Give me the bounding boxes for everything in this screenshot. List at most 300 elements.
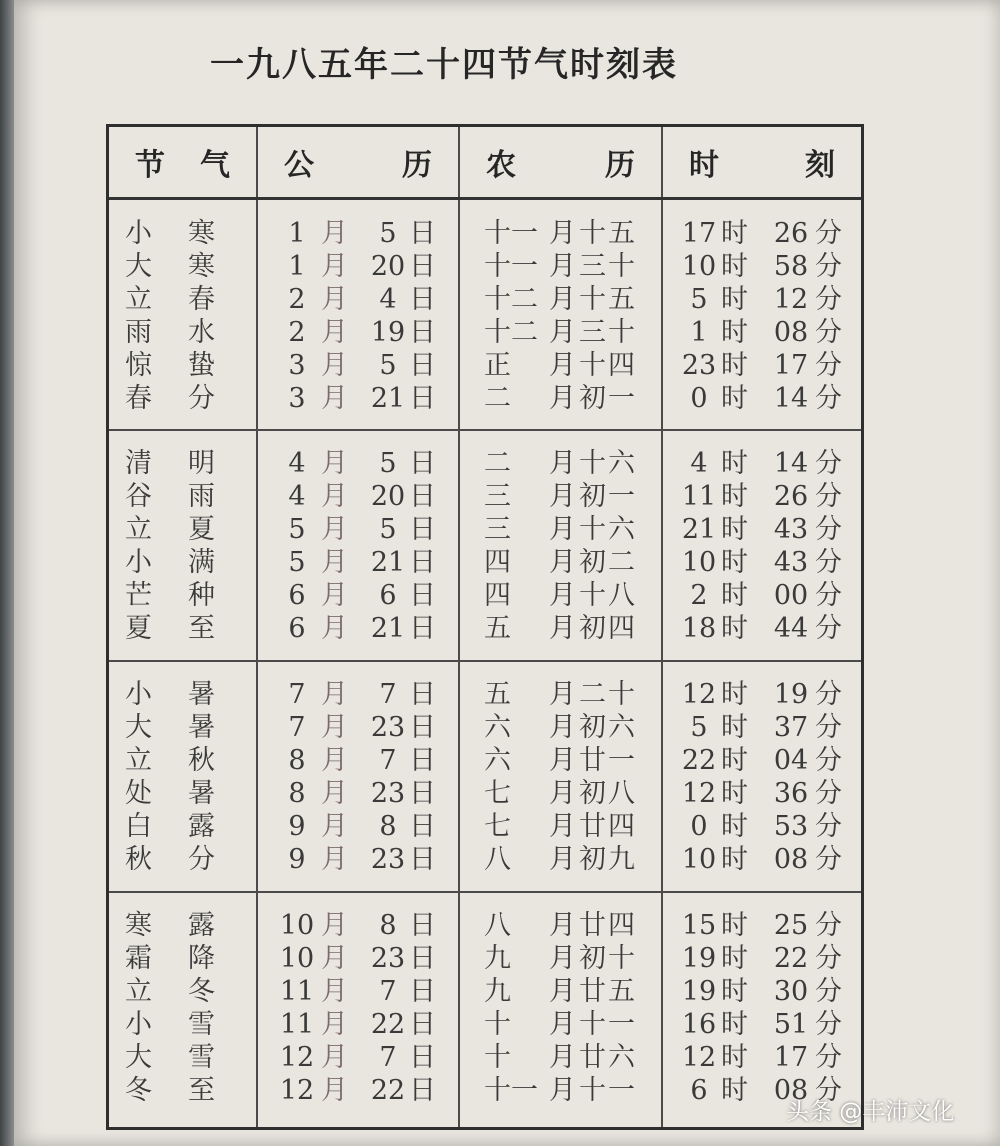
- header-lunar-char-2: 历: [605, 148, 635, 183]
- header-solar-char-1: 公: [284, 148, 314, 183]
- solar-day-unit: 日: [409, 481, 436, 512]
- minute-value: 12: [773, 284, 809, 315]
- table-row: [109, 909, 861, 942]
- hour-unit: 时: [721, 778, 748, 809]
- lunar-month-unit: 月: [549, 712, 576, 743]
- lunar-day: 十四: [579, 350, 637, 381]
- solar-month: 8: [288, 778, 306, 809]
- table-row: [109, 1074, 861, 1107]
- hour-unit: 时: [721, 943, 748, 974]
- lunar-month: 十: [484, 1009, 511, 1040]
- solar-day-unit: 日: [409, 448, 436, 479]
- table-row: [109, 316, 861, 349]
- hour-value: 10: [681, 844, 717, 875]
- minute-unit: 分: [815, 350, 842, 381]
- table-row: [109, 777, 861, 810]
- solar-month: 10: [279, 943, 315, 974]
- hour-unit: 时: [721, 448, 748, 479]
- book-spine: [0, 0, 14, 1146]
- table-row: [109, 382, 861, 415]
- hour-value: 21: [681, 514, 717, 545]
- solar-day: 4: [379, 284, 397, 315]
- term-name: 大暑: [125, 712, 251, 743]
- hour-value: 2: [690, 580, 708, 611]
- term-name: 寒露: [125, 910, 251, 941]
- solar-month-unit: 月: [321, 943, 348, 974]
- minute-value: 53: [773, 811, 809, 842]
- lunar-day: 十六: [579, 448, 637, 479]
- lunar-month: 八: [484, 844, 511, 875]
- term-name: 立春: [125, 284, 251, 315]
- solar-month: 9: [288, 844, 306, 875]
- lunar-month-unit: 月: [549, 514, 576, 545]
- hour-unit: 时: [721, 580, 748, 611]
- solar-month-unit: 月: [321, 481, 348, 512]
- minute-value: 14: [773, 448, 809, 479]
- solar-month: 2: [288, 284, 306, 315]
- table-row: [109, 217, 861, 250]
- solar-month-unit: 月: [321, 547, 348, 578]
- hour-unit: 时: [721, 1009, 748, 1040]
- solar-month: 10: [279, 910, 315, 941]
- lunar-day: 三十: [579, 317, 637, 348]
- solar-month-unit: 月: [321, 317, 348, 348]
- header-lunar-char-1: 农: [486, 148, 516, 183]
- table-row: [109, 1008, 861, 1041]
- solar-month: 1: [288, 251, 306, 282]
- minute-value: 08: [773, 317, 809, 348]
- solar-day: 20: [370, 481, 406, 512]
- term-name: 霜降: [125, 943, 251, 974]
- solar-month: 11: [279, 1009, 315, 1040]
- hour-unit: 时: [721, 514, 748, 545]
- term-name: 冬至: [125, 1075, 251, 1106]
- minute-unit: 分: [815, 910, 842, 941]
- solar-month-unit: 月: [321, 679, 348, 710]
- lunar-month: 六: [484, 745, 511, 776]
- minute-value: 26: [773, 218, 809, 249]
- solar-month-unit: 月: [321, 580, 348, 611]
- header-solar-char-2: 历: [402, 148, 432, 183]
- solar-terms-table: [106, 124, 864, 1130]
- minute-unit: 分: [815, 712, 842, 743]
- lunar-day: 初六: [579, 712, 637, 743]
- lunar-day: 初九: [579, 844, 637, 875]
- solar-day: 22: [370, 1009, 406, 1040]
- lunar-month-unit: 月: [549, 218, 576, 249]
- hour-value: 12: [681, 778, 717, 809]
- table-row: [109, 678, 861, 711]
- group-divider: [109, 429, 861, 431]
- table-row: [109, 942, 861, 975]
- term-name: 大寒: [125, 251, 251, 282]
- solar-month: 5: [288, 514, 306, 545]
- lunar-day: 廿四: [579, 910, 637, 941]
- solar-month: 4: [288, 448, 306, 479]
- lunar-day: 初一: [579, 481, 637, 512]
- minute-unit: 分: [815, 679, 842, 710]
- solar-month-unit: 月: [321, 613, 348, 644]
- lunar-month-unit: 月: [549, 844, 576, 875]
- hour-value: 19: [681, 943, 717, 974]
- solar-day: 5: [379, 448, 397, 479]
- solar-month-unit: 月: [321, 745, 348, 776]
- lunar-day: 二十: [579, 679, 637, 710]
- lunar-day: 十八: [579, 580, 637, 611]
- solar-day-unit: 日: [409, 712, 436, 743]
- solar-day: 21: [370, 547, 406, 578]
- table-row: [109, 975, 861, 1008]
- lunar-month-unit: 月: [549, 580, 576, 611]
- hour-unit: 时: [721, 547, 748, 578]
- solar-month: 8: [288, 745, 306, 776]
- solar-day-unit: 日: [409, 580, 436, 611]
- minute-value: 44: [773, 613, 809, 644]
- minute-unit: 分: [815, 943, 842, 974]
- lunar-month-unit: 月: [549, 1075, 576, 1106]
- solar-month-unit: 月: [321, 1042, 348, 1073]
- hour-value: 18: [681, 613, 717, 644]
- lunar-month: 五: [484, 679, 511, 710]
- header-divider: [109, 197, 861, 200]
- solar-day-unit: 日: [409, 778, 436, 809]
- hour-value: 10: [681, 547, 717, 578]
- table-row: [109, 579, 861, 612]
- hour-unit: 时: [721, 910, 748, 941]
- solar-month-unit: 月: [321, 218, 348, 249]
- minute-value: 19: [773, 679, 809, 710]
- hour-value: 12: [681, 1042, 717, 1073]
- solar-day: 21: [370, 383, 406, 414]
- minute-value: 25: [773, 910, 809, 941]
- minute-unit: 分: [815, 778, 842, 809]
- lunar-day: 廿一: [579, 745, 637, 776]
- minute-value: 36: [773, 778, 809, 809]
- solar-day: 22: [370, 1075, 406, 1106]
- header-term: [109, 127, 256, 197]
- lunar-month-unit: 月: [549, 679, 576, 710]
- hour-value: 10: [681, 251, 717, 282]
- page-title: 一九八五年二十四节气时刻表: [210, 45, 678, 85]
- solar-day: 7: [379, 745, 397, 776]
- lunar-day: 初十: [579, 943, 637, 974]
- hour-unit: 时: [721, 350, 748, 381]
- lunar-month-unit: 月: [549, 778, 576, 809]
- table-row: [109, 1041, 861, 1074]
- hour-value: 1: [690, 317, 708, 348]
- lunar-month: 九: [484, 943, 511, 974]
- header-time: [663, 127, 861, 197]
- solar-day-unit: 日: [409, 1009, 436, 1040]
- hour-unit: 时: [721, 844, 748, 875]
- lunar-month: 十一: [484, 251, 538, 282]
- solar-day: 8: [379, 811, 397, 842]
- term-name: 小雪: [125, 1009, 251, 1040]
- solar-day-unit: 日: [409, 547, 436, 578]
- solar-month: 11: [279, 976, 315, 1007]
- header-term-char-1: 节: [135, 148, 165, 183]
- solar-month: 6: [288, 580, 306, 611]
- solar-day: 5: [379, 218, 397, 249]
- solar-month: 4: [288, 481, 306, 512]
- lunar-day: 十一: [579, 1075, 637, 1106]
- solar-month-unit: 月: [321, 910, 348, 941]
- lunar-month: 十二: [484, 317, 538, 348]
- lunar-month: 十一: [484, 1075, 538, 1106]
- hour-unit: 时: [721, 613, 748, 644]
- header-lunar: [460, 127, 661, 197]
- minute-unit: 分: [815, 481, 842, 512]
- term-name: 春分: [125, 383, 251, 414]
- table-row: [109, 810, 861, 843]
- hour-value: 15: [681, 910, 717, 941]
- solar-month-unit: 月: [321, 778, 348, 809]
- solar-month-unit: 月: [321, 448, 348, 479]
- solar-month: 1: [288, 218, 306, 249]
- term-name: 夏至: [125, 613, 251, 644]
- hour-value: 17: [681, 218, 717, 249]
- solar-day-unit: 日: [409, 350, 436, 381]
- solar-day-unit: 日: [409, 251, 436, 282]
- solar-day: 23: [370, 844, 406, 875]
- minute-value: 51: [773, 1009, 809, 1040]
- lunar-day: 十一: [579, 1009, 637, 1040]
- hour-unit: 时: [721, 251, 748, 282]
- solar-month: 5: [288, 547, 306, 578]
- minute-unit: 分: [815, 613, 842, 644]
- lunar-month-unit: 月: [549, 317, 576, 348]
- group-divider: [109, 660, 861, 662]
- lunar-month: 正: [484, 350, 511, 381]
- minute-unit: 分: [815, 1042, 842, 1073]
- term-name: 大雪: [125, 1042, 251, 1073]
- table-row: [109, 447, 861, 480]
- lunar-month-unit: 月: [549, 613, 576, 644]
- solar-month-unit: 月: [321, 1075, 348, 1106]
- minute-value: 58: [773, 251, 809, 282]
- hour-unit: 时: [721, 745, 748, 776]
- minute-unit: 分: [815, 580, 842, 611]
- minute-value: 37: [773, 712, 809, 743]
- solar-month: 3: [288, 383, 306, 414]
- hour-unit: 时: [721, 811, 748, 842]
- minute-unit: 分: [815, 1009, 842, 1040]
- term-name: 小满: [125, 547, 251, 578]
- solar-day-unit: 日: [409, 745, 436, 776]
- lunar-month: 五: [484, 613, 511, 644]
- solar-day-unit: 日: [409, 679, 436, 710]
- lunar-month-unit: 月: [549, 547, 576, 578]
- solar-day: 7: [379, 1042, 397, 1073]
- hour-value: 6: [690, 1075, 708, 1106]
- table-row: [109, 283, 861, 316]
- lunar-day: 三十: [579, 251, 637, 282]
- term-name: 秋分: [125, 844, 251, 875]
- lunar-day: 十五: [579, 218, 637, 249]
- solar-day-unit: 日: [409, 613, 436, 644]
- minute-unit: 分: [815, 514, 842, 545]
- lunar-month-unit: 月: [549, 1009, 576, 1040]
- table-row: [109, 480, 861, 513]
- hour-value: 16: [681, 1009, 717, 1040]
- term-name: 芒种: [125, 580, 251, 611]
- lunar-day: 廿五: [579, 976, 637, 1007]
- solar-day-unit: 日: [409, 284, 436, 315]
- minute-unit: 分: [815, 284, 842, 315]
- minute-unit: 分: [815, 811, 842, 842]
- lunar-month: 八: [484, 910, 511, 941]
- hour-unit: 时: [721, 976, 748, 1007]
- lunar-month-unit: 月: [549, 350, 576, 381]
- solar-day-unit: 日: [409, 1042, 436, 1073]
- solar-month-unit: 月: [321, 284, 348, 315]
- lunar-day: 初四: [579, 613, 637, 644]
- hour-unit: 时: [721, 1075, 748, 1106]
- lunar-month: 二: [484, 448, 511, 479]
- term-name: 立冬: [125, 976, 251, 1007]
- table-row: [109, 612, 861, 645]
- hour-value: 23: [681, 350, 717, 381]
- hour-value: 5: [690, 712, 708, 743]
- hour-value: 0: [690, 811, 708, 842]
- solar-month-unit: 月: [321, 976, 348, 1007]
- solar-month: 12: [279, 1042, 315, 1073]
- term-name: 处暑: [125, 778, 251, 809]
- term-name: 雨水: [125, 317, 251, 348]
- watermark-text: 头条 @丰沛文化: [786, 1099, 955, 1125]
- hour-value: 11: [681, 481, 717, 512]
- solar-month-unit: 月: [321, 383, 348, 414]
- minute-value: 17: [773, 350, 809, 381]
- solar-day-unit: 日: [409, 317, 436, 348]
- lunar-month-unit: 月: [549, 943, 576, 974]
- minute-unit: 分: [815, 1075, 842, 1106]
- table-row: [109, 250, 861, 283]
- lunar-day: 廿六: [579, 1042, 637, 1073]
- minute-value: 17: [773, 1042, 809, 1073]
- lunar-month: 三: [484, 514, 511, 545]
- group-divider: [109, 891, 861, 893]
- minute-unit: 分: [815, 844, 842, 875]
- solar-day: 21: [370, 613, 406, 644]
- solar-day-unit: 日: [409, 943, 436, 974]
- lunar-month-unit: 月: [549, 251, 576, 282]
- lunar-month-unit: 月: [549, 481, 576, 512]
- lunar-month-unit: 月: [549, 745, 576, 776]
- minute-value: 00: [773, 580, 809, 611]
- term-name: 清明: [125, 448, 251, 479]
- lunar-day: 初二: [579, 547, 637, 578]
- minute-value: 14: [773, 383, 809, 414]
- solar-day-unit: 日: [409, 218, 436, 249]
- solar-day: 8: [379, 910, 397, 941]
- solar-day-unit: 日: [409, 1075, 436, 1106]
- solar-month: 12: [279, 1075, 315, 1106]
- table-row: [109, 711, 861, 744]
- lunar-month-unit: 月: [549, 1042, 576, 1073]
- minute-value: 43: [773, 514, 809, 545]
- hour-value: 22: [681, 745, 717, 776]
- term-name: 小寒: [125, 218, 251, 249]
- hour-value: 19: [681, 976, 717, 1007]
- solar-day-unit: 日: [409, 811, 436, 842]
- minute-value: 43: [773, 547, 809, 578]
- header-term-char-2: 气: [200, 148, 230, 183]
- solar-month-unit: 月: [321, 811, 348, 842]
- header-solar: [258, 127, 458, 197]
- hour-value: 4: [690, 448, 708, 479]
- lunar-month-unit: 月: [549, 448, 576, 479]
- lunar-day: 十六: [579, 514, 637, 545]
- minute-value: 08: [773, 844, 809, 875]
- lunar-month: 九: [484, 976, 511, 1007]
- lunar-month-unit: 月: [549, 910, 576, 941]
- solar-day: 7: [379, 679, 397, 710]
- lunar-month-unit: 月: [549, 811, 576, 842]
- minute-unit: 分: [815, 448, 842, 479]
- solar-day: 7: [379, 976, 397, 1007]
- solar-month: 7: [288, 679, 306, 710]
- hour-unit: 时: [721, 1042, 748, 1073]
- solar-month: 3: [288, 350, 306, 381]
- term-name: 立夏: [125, 514, 251, 545]
- solar-day: 23: [370, 943, 406, 974]
- lunar-month: 三: [484, 481, 511, 512]
- lunar-day: 初一: [579, 383, 637, 414]
- solar-month: 7: [288, 712, 306, 743]
- solar-day-unit: 日: [409, 514, 436, 545]
- solar-day-unit: 日: [409, 844, 436, 875]
- solar-day-unit: 日: [409, 976, 436, 1007]
- term-name: 小暑: [125, 679, 251, 710]
- minute-value: 08: [773, 1075, 809, 1106]
- table-row: [109, 843, 861, 876]
- lunar-month: 四: [484, 547, 511, 578]
- solar-month-unit: 月: [321, 1009, 348, 1040]
- table-row: [109, 349, 861, 382]
- header-time-char-1: 时: [689, 148, 719, 183]
- hour-unit: 时: [721, 317, 748, 348]
- minute-value: 30: [773, 976, 809, 1007]
- lunar-month: 四: [484, 580, 511, 611]
- lunar-day: 廿四: [579, 811, 637, 842]
- header-time-char-2: 刻: [805, 148, 835, 183]
- solar-month: 2: [288, 317, 306, 348]
- solar-day: 23: [370, 778, 406, 809]
- term-name: 谷雨: [125, 481, 251, 512]
- lunar-day: 初八: [579, 778, 637, 809]
- minute-unit: 分: [815, 745, 842, 776]
- term-name: 白露: [125, 811, 251, 842]
- solar-month: 9: [288, 811, 306, 842]
- hour-unit: 时: [721, 218, 748, 249]
- lunar-month: 六: [484, 712, 511, 743]
- solar-day-unit: 日: [409, 910, 436, 941]
- lunar-month: 十: [484, 1042, 511, 1073]
- hour-unit: 时: [721, 712, 748, 743]
- hour-value: 5: [690, 284, 708, 315]
- hour-unit: 时: [721, 481, 748, 512]
- lunar-month: 二: [484, 383, 511, 414]
- table-row: [109, 513, 861, 546]
- solar-month: 6: [288, 613, 306, 644]
- table-row: [109, 546, 861, 579]
- lunar-month: 七: [484, 811, 511, 842]
- minute-unit: 分: [815, 317, 842, 348]
- hour-unit: 时: [721, 284, 748, 315]
- solar-month-unit: 月: [321, 251, 348, 282]
- minute-unit: 分: [815, 251, 842, 282]
